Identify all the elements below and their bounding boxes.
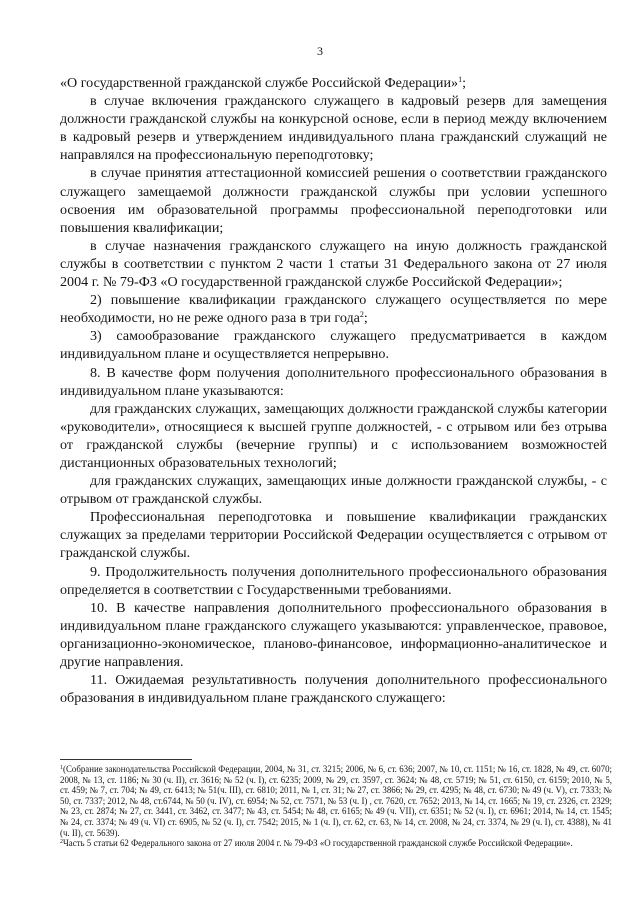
footnote: $^2$Часть 5 статьи 62 Федерального закона от 27 июля 2004 г. № 79-ФЗ «О государственной гражданской службе Российской Федерации».: [60, 838, 573, 849]
paragraph: 8. В качестве форм получения дополнительного профессионального образования в индивидуальном плане указываются:: [60, 364, 607, 399]
paragraph: 11. Ожидаемая результативность получения дополнительного профессионального образования в индивидуальном плане гражданского служащего:: [60, 672, 607, 707]
footnote-divider: [60, 759, 192, 760]
footnotes: [60, 764, 612, 849]
document-body: [60, 74, 607, 707]
footnote-number: 1: [60, 765, 63, 771]
page-number: 3: [317, 44, 323, 58]
paragraph: в случае включения гражданского служащего в кадровый резерв для замещения должности гражданской службы на конкурсной основе, если в период между включением в кадровый резерв и утверждением индивидуального плана гражданский служащий не направлялся на профессиональную переподготовку;: [60, 93, 607, 164]
paragraph: Профессиональная переподготовка и повышение квалификации гражданских служащих за пределами территории Российской Федерации осуществляется с отрывом от гражданской службы.: [60, 509, 607, 562]
paragraph: 2) повышение квалификации гражданского служащего осуществляется по мере необходимости, но не реже одного раза в три года$^2$;: [60, 292, 607, 327]
paragraph: 9. Продолжительность получения дополнительного профессионального образования определяется в соответствии с Государственными требованиями.: [60, 563, 607, 598]
footnote: $^1$(Собрание законодательства Российской Федерации, 2004, № 31, ст. 3215; 2006, № 6, ст. 636; 2007, № 10, ст. 1151; № 16, ст. 1828, № 49, ст. 6070; 2008, № 13, ст. 1186; № 30 (ч. II), ст. 3616; № 52 (ч. I), ст. 6235; 2009, № 29, ст. 3597, ст. 3624; № 48, ст. 5719; № 51, ст. 6150, ст. 6159; 2010, № 5, ст. 459; № 7, ст. 704; № 49, ст. 6413; № 51(ч. III), ст. 6810; 2011, № 1, ст. 31; № 27, ст. 3866; № 29, ст. 4295; № 48, ст. 6730; № 49 (ч. V), ст. 7333; № 50, ст. 7337; 2012, № 48, ст.6744, № 50 (ч. IV), ст. 6954; № 52, ст. 7571, № 53 (ч. I) , ст. 7620, ст. 7652; 2013, № 14, ст. 1665; № 19, ст. 2326, ст. 2329; № 23, ст. 2874; № 27, ст. 3441, ст. 3462, ст. 3477; № 43, ст. 5454; № 48, ст. 6165; № 49 (ч. VII), ст. 6351; № 52 (ч. I), ст. 6961; 2014, № 14, ст. 1545; № 24, ст. 3374; № 49 (ч. VI) ст. 6905, № 52 (ч. I), ст. 7542; 2015, № 1 (ч. I), ст. 62, ст. 63, № 14, ст. 2008, № 24, ст. 3374, № 29 (ч. I), ст. 4388), № 41 (ч. II), ст. 5639).: [60, 764, 612, 838]
footnote-ref: 1: [458, 75, 463, 84]
paragraph: для гражданских служащих, замещающих иные должности гражданской службы, - с отрывом от гражданской службы.: [60, 473, 607, 508]
paragraph: 10. В качестве направления дополнительного профессионального образования в индивидуальном плане гражданского служащего указываются: управленческое, правовое, организационно-экономическое, планово-финансовое, информационно-аналитическое и другие направления.: [60, 599, 607, 670]
paragraph: 3) самообразование гражданского служащего предусматривается в каждом индивидуальном плане и осуществляется непрерывно.: [60, 328, 607, 363]
paragraph: для гражданских служащих, замещающих должности гражданской службы категории «руководители», относящиеся к высшей группе должностей, - с отрывом или без отрыва от гражданской службы (вечерние группы) и с использованием возможностей дистанционных образовательных технологий;: [60, 400, 607, 471]
footnote-ref: 2: [359, 310, 364, 320]
paragraph: в случае принятия аттестационной комиссией решения о соответствии гражданского служащего замещаемой должности гражданской службы при условии успешного освоения им образовательной программы профессиональной переподготовки или повышения квалификации;: [60, 165, 607, 236]
paragraph: «О государственной гражданской службе Российской Федерации»$^1$;: [60, 75, 466, 91]
footnote-number: 2: [60, 839, 63, 846]
paragraph: в случае назначения гражданского служащего на иную должность гражданской службы в соответствии с пунктом 2 части 1 статьи 31 Федерального закона от 27 июля 2004 г. № 79-ФЗ «О государственной гражданской службе Российской Федерации»;: [60, 237, 607, 291]
